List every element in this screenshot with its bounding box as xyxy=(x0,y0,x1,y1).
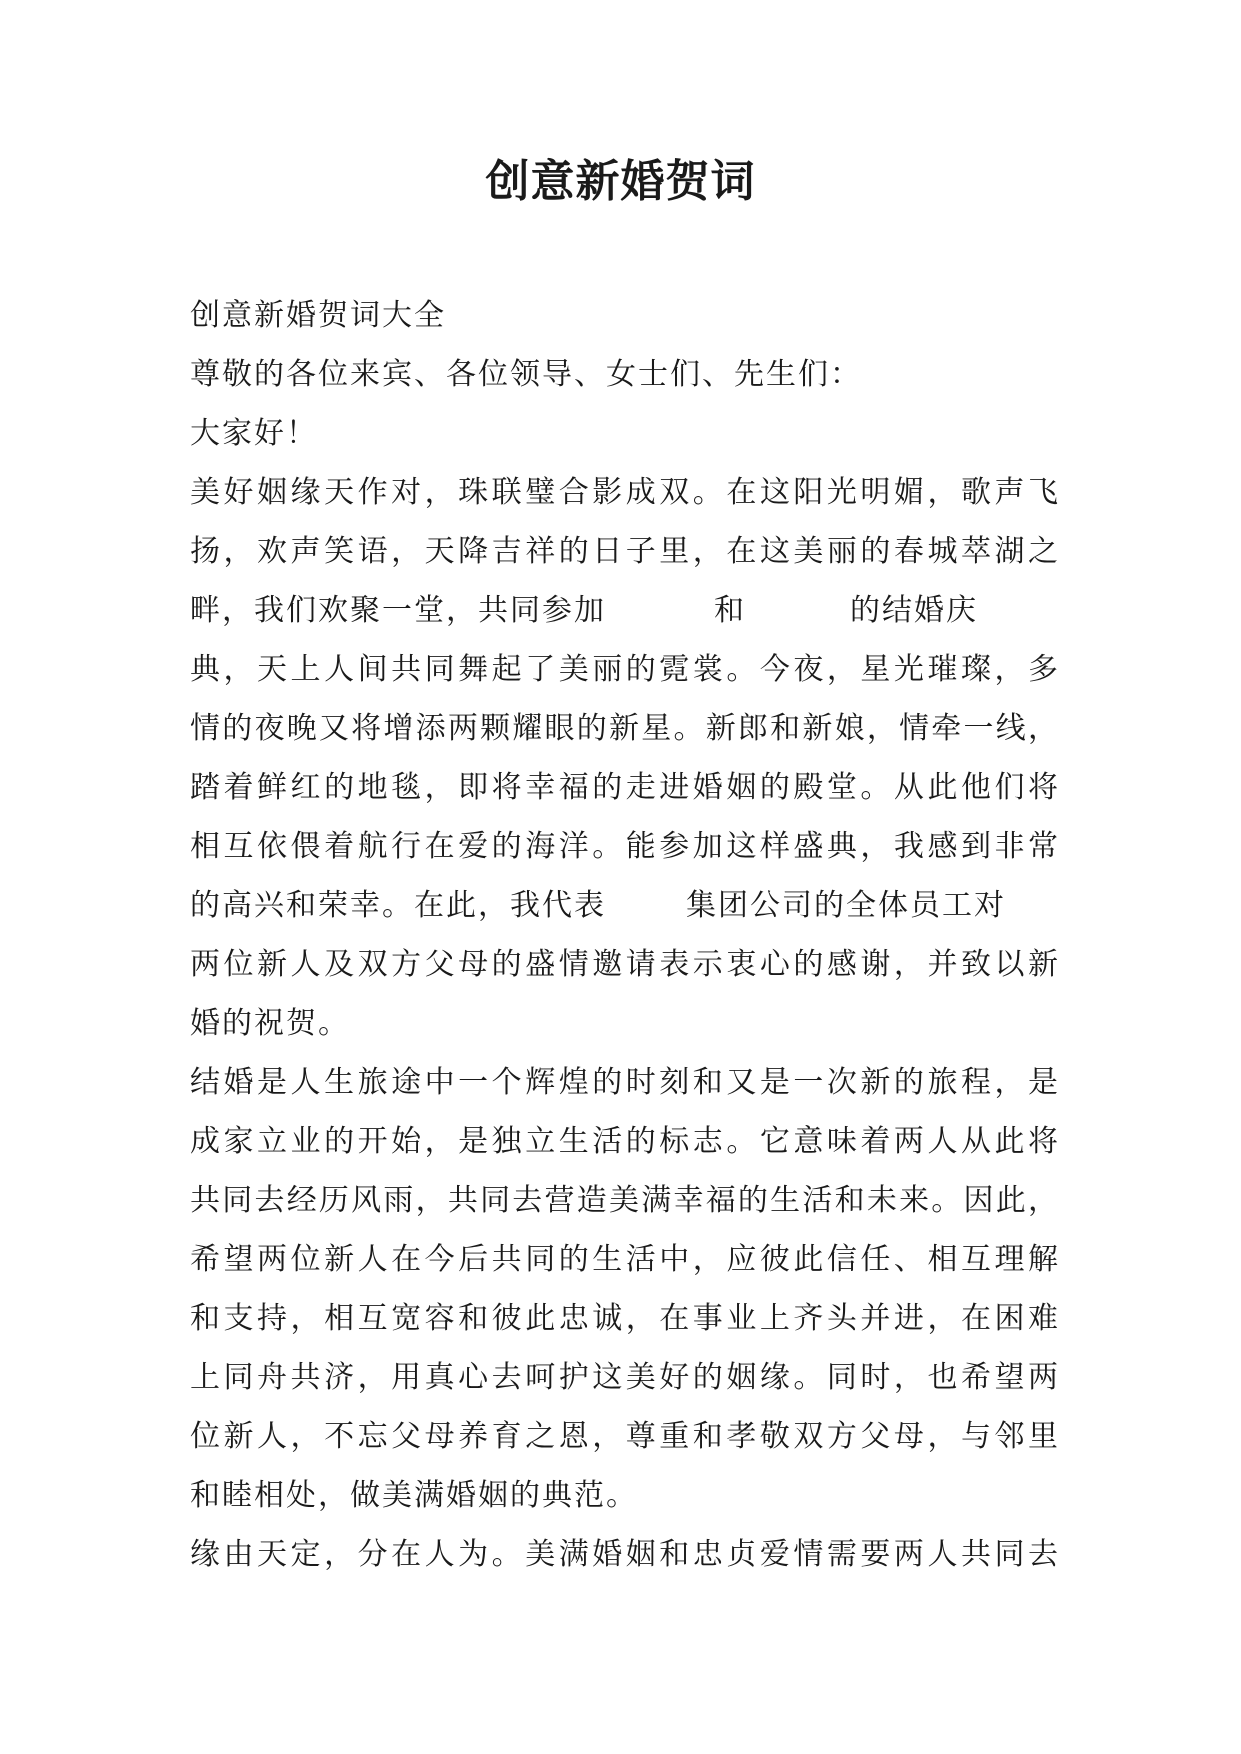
paragraph-line: 踏着鲜红的地毯，即将幸福的走进婚姻的殿堂。从此他们将 xyxy=(190,770,1060,805)
text-segment: 的高兴和荣幸。在此，我代表 xyxy=(190,888,606,923)
paragraph-line: 上同舟共济，用真心去呵护这美好的姻缘。同时，也希望两 xyxy=(190,1360,1060,1395)
paragraph-line: 情的夜晚又将增添两颗耀眼的新星。新郎和新娘，情牵一线， xyxy=(190,711,1060,746)
paragraph-line: 两位新人及双方父母的盛情邀请表示衷心的感谢，并致以新 xyxy=(190,947,1060,982)
paragraph-line-with-blanks xyxy=(190,876,1060,935)
paragraph-line: 相互依偎着航行在爱的海洋。能参加这样盛典，我感到非常 xyxy=(190,829,1060,864)
paragraph-line-with-blanks xyxy=(190,581,1060,640)
paragraph-line: 位新人，不忘父母养育之恩，尊重和孝敬双方父母，与邻里 xyxy=(190,1419,1060,1454)
salutation-line: 尊敬的各位来宾、各位领导、女士们、先生们： xyxy=(190,357,862,392)
paragraph-line: 成家立业的开始，是独立生活的标志。它意味着两人从此将 xyxy=(190,1124,1060,1159)
greeting-line: 大家好！ xyxy=(190,416,318,451)
text-segment: 和 xyxy=(714,593,746,628)
paragraph-line: 和支持，相互宽容和彼此忠诚，在事业上齐头并进，在困难 xyxy=(190,1301,1060,1336)
paragraph-line: 缘由天定，分在人为。美满婚姻和忠贞爱情需要两人共同去 xyxy=(190,1537,1060,1572)
document-title: 创意新婚贺词 xyxy=(485,156,756,207)
text-segment: 集团公司的全体员工对 xyxy=(686,888,1006,923)
paragraph-line: 婚的祝贺。 xyxy=(190,1006,350,1041)
paragraph-line: 美好姻缘天作对，珠联璧合影成双。在这阳光明媚，歌声飞 xyxy=(190,475,1060,510)
paragraph-line: 扬，欢声笑语，天降吉祥的日子里，在这美丽的春城萃湖之 xyxy=(190,534,1060,569)
paragraph-line: 典，天上人间共同舞起了美丽的霓裳。今夜，星光璀璨，多 xyxy=(190,652,1060,687)
paragraph-line: 共同去经历风雨，共同去营造美满幸福的生活和未来。因此， xyxy=(190,1183,1060,1218)
paragraph-line: 和睦相处，做美满婚姻的典范。 xyxy=(190,1478,638,1513)
text-segment: 畔，我们欢聚一堂，共同参加 xyxy=(190,593,606,628)
doc-subtitle-line: 创意新婚贺词大全 xyxy=(190,298,446,333)
document-body xyxy=(190,286,1060,1584)
paragraph-line: 希望两位新人在今后共同的生活中，应彼此信任、相互理解 xyxy=(190,1242,1060,1277)
text-segment: 的结婚庆 xyxy=(850,593,978,628)
paragraph-line: 结婚是人生旅途中一个辉煌的时刻和又是一次新的旅程，是 xyxy=(190,1065,1060,1100)
